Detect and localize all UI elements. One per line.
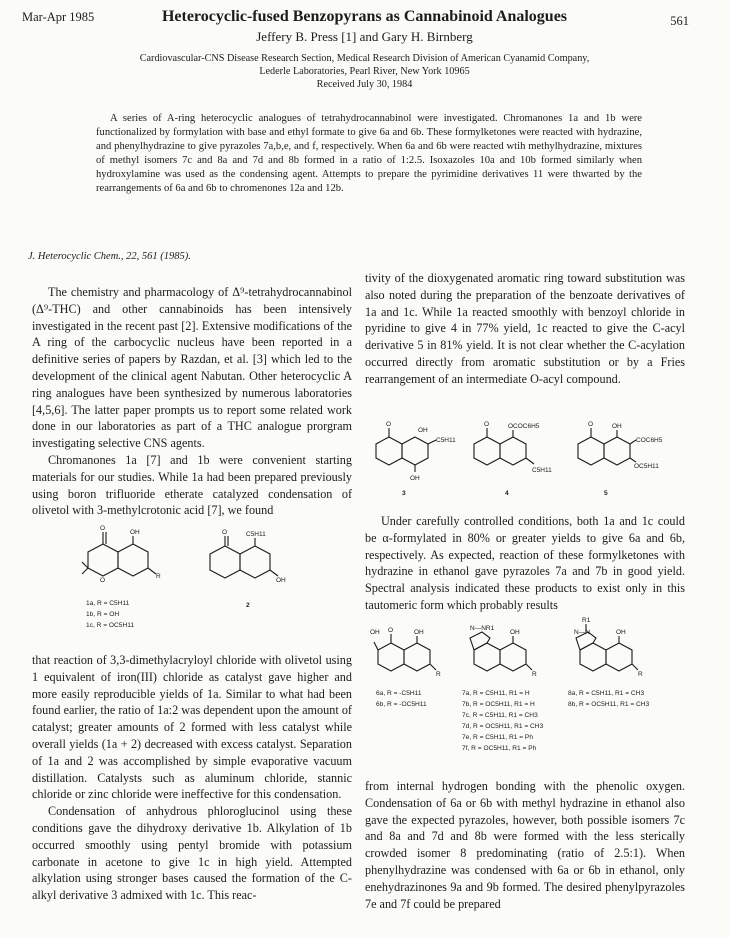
affiliation-line: Lederle Laboratories, Pearl River, New York 10965 — [259, 66, 470, 77]
structure-5 — [578, 421, 668, 482]
affiliation — [0, 52, 729, 91]
compound-label: 2 — [246, 602, 250, 609]
atom-label: OH — [418, 427, 428, 434]
paragraph: Condensation of anhydrous phloroglucinol using these conditions gave the dihydroxy derivative 1b. Alkylation of 1b occurred smoothly using pentyl bromide with potassium carbonate in acetone to give 1c in high yield. Attempted alkylation using stronger bases caused the formation of the C-alkyl derivative 3 admixed with 1c. This reac- — [32, 804, 352, 903]
column-2-middle — [365, 513, 685, 614]
paragraph: from internal hydrogen bonding with the phenolic oxygen. Condensation of 6a or 6b with methyl hydrazine in ethanol also gave the expected pyrazoles, however, both possible isomers 7c and 8a and 7d and 8b were formed with the less sterically crowded isomer 8 predominating (ratio of 2.5:1). When phenylhydrazine was condensed with 6a or 6b in ethanol, only enehydrazinones 9a and 9b formed. The desired phenylpyrazoles 7e and 7f could be prepared — [365, 779, 685, 911]
compound-labels-8 — [568, 688, 649, 710]
affiliation-line: Cardiovascular-CNS Disease Research Section, Medical Research Division of American Cyanamid Company, — [139, 53, 590, 64]
atom-label: R — [532, 671, 537, 678]
atom-label: C5H11 — [532, 467, 552, 474]
structure-6 — [370, 627, 458, 688]
compound-label: 1a, R = C5H11 — [86, 600, 130, 607]
structure-7 — [470, 625, 564, 688]
atom-label: O — [100, 577, 106, 584]
paragraph: tivity of the dioxygenated aromatic ring toward substitution was also noted during the preparation of the benzoate derivatives of 1a and 1c. While 1a reacted smoothly with benzoyl chloride in pyridine to give 4 in 77% yield, 1c reacted to give the C-acyl derivative 5 in 81% yield. It is not clear whether the C-acylation occurred directly from aromatic substitution or by a Fries rearrangement of an intermediate O-acyl compound. — [365, 271, 685, 386]
structure-1 — [88, 525, 168, 588]
paper-title: Heterocyclic-fused Benzopyrans as Cannabinoid Analogues — [161, 8, 568, 25]
abstract-text: A series of A-ring heterocyclic analogues of tetrahydrocannabinol were investigated. Chromanones 1a and 1b were functionalized by formylation with base and ethyl formate to give 6a and 6b. These formylketones were reacted with hydrazine, and phenylhydrazine to give pyrazoles 7a,b,e, and f, respectively. When 6a and 6b were reacted wtih methylhydrazine, mixtures of methyl isomers 7c and 8a and 7d and 8b formed in a ratio of 1:2.5. Isoxazoles 10a and 10b formed similarly when hydroxylamine was used as the condensing agent. Attempts to prepare the pyrimidine derivatives 11 were thwarted by the rearrangements of 6a and 6b to chromenones 12a and 12b. — [96, 113, 642, 195]
compound-label: 8b, R = OC5H11, R1 = CH3 — [568, 701, 650, 708]
paragraph: Under carefully controlled conditions, both 1a and 1c could be α-formylated in 80% or greater yields to give 6a and 6b, respectively. As expected, reaction of these formylketones with hydrazine in ethanol gave pyrazoles 7a and 7b in good yield. Spectral analysis indicated these products to exist only in this tautomeric form which probably results — [365, 514, 685, 612]
compound-label: 7b, R = OC5H11, R1 = H — [462, 701, 535, 708]
atom-label: OH — [414, 629, 424, 636]
compound-label: 1c, R = OC5H11 — [86, 622, 135, 629]
compound-label: 7d, R = OC5H11, R1 = CH3 — [462, 723, 544, 730]
abstract — [96, 112, 642, 197]
citation-text: J. Heterocyclic Chem., 22, 561 (1985). — [28, 251, 191, 262]
compound-label: 7c, R = C5H11, R1 = CH3 — [462, 712, 538, 719]
atom-label: OH — [510, 629, 520, 636]
atom-label: O — [386, 421, 392, 428]
compound-labels-6 — [376, 688, 427, 710]
compound-label: 4 — [505, 490, 509, 497]
atom-label: N—N — [574, 629, 590, 636]
atom-label: O — [222, 529, 228, 536]
compound-label: 6b, R = -OC5H11 — [376, 701, 427, 708]
column-2-top — [365, 270, 685, 388]
compound-label: 1b, R = OH — [86, 611, 120, 618]
atom-label: R1 — [582, 617, 591, 624]
structure-4 — [474, 421, 564, 482]
atom-label: O — [588, 421, 594, 428]
compound-labels-1 — [86, 598, 134, 631]
atom-label: OCOC6H5 — [508, 423, 540, 430]
atom-label: OH — [616, 629, 626, 636]
structure-2 — [210, 529, 290, 590]
atom-label: O — [100, 525, 106, 532]
atom-label: N—NR1 — [470, 625, 495, 632]
citation — [28, 251, 191, 262]
atom-label: R — [156, 573, 161, 580]
atom-label: OH — [276, 577, 286, 584]
compound-label: 6a, R = -C5H11 — [376, 690, 422, 697]
atom-label: O — [484, 421, 490, 428]
compound-label: 5 — [604, 490, 608, 497]
atom-label: R — [638, 671, 643, 678]
received-date: Received July 30, 1984 — [316, 79, 413, 90]
structure-3 — [376, 421, 456, 482]
column-1-bottom — [32, 652, 352, 904]
journal-date: Mar-Apr 1985 — [22, 10, 95, 24]
compound-labels-7 — [462, 688, 543, 754]
column-2-bottom — [365, 778, 685, 912]
atom-label: COC6H5 — [636, 437, 663, 444]
page-number: 561 — [670, 14, 689, 28]
atom-label: OC5H11 — [634, 463, 659, 470]
atom-label: C5H11 — [246, 531, 266, 538]
atom-label: OH — [130, 529, 140, 536]
atom-label: OH — [612, 423, 622, 430]
compound-label: 7f, R = OC5H11, R1 = Ph — [462, 745, 537, 752]
atom-label: OH — [370, 629, 380, 636]
atom-label: OH — [410, 475, 420, 482]
paragraph: that reaction of 3,3-dimethylacryloyl chloride with olivetol using 1 equivalent of iron(III) chloride as catalyst gave higher and more easily reproducible yields of 1a. Similar to what had been found earlier, the ratio of 1a:2 was dependent upon the amount of catalyst; greater amounts of 2 formed with less catalyst while overall yields (1a + 2) decreased with excess catalyst. Separation of 1a and 2 was accomplished by simple evaporative vacuum distillation. Catalysts such as aluminum chloride, stannic chloride or zinc chloride were ineffective for this condensation. — [32, 653, 352, 802]
paragraph: The chemistry and pharmacology of Δ⁹-tetrahydrocannabinol (Δ⁹-THC) and other cannabinoids has been intensively investigated in the recent past [2]. Extensive modifications of the A ring of the carbocyclic nucleus have been reported in a definitive series of papers by Razdan, et al. [3] which led to the development of the clinical agent Nabutan. Other heterocyclic A ring analogues have been synthesized by numerous laboratories [4,5,6]. The latter paper prompts us to report some related work done in our laboratories as part of a THC analogue prorgram investigating selective CNS agents. — [32, 285, 352, 451]
paragraph: Chromanones 1a [7] and 1b were convenient starting materials for our studies. While 1a had been prepared previously using boron trifluoride etherate catalyzed condensation of olivetol with 3-methylcrotonic acid [7], we found — [32, 452, 352, 518]
atom-label: O — [388, 627, 394, 634]
atom-label: C5H11 — [436, 437, 456, 444]
atom-label: R — [436, 671, 441, 678]
structure-8 — [574, 617, 670, 688]
compound-label: 7a, R = C5H11, R1 = H — [462, 690, 530, 697]
column-1-top — [32, 284, 352, 519]
compound-label: 8a, R = C5H11, R1 = CH3 — [568, 690, 645, 697]
compound-label: 7e, R = C5H11, R1 = Ph — [462, 734, 533, 741]
authors: Jeffery B. Press [1] and Gary H. Birnberg — [256, 29, 473, 44]
compound-label: 3 — [402, 490, 406, 497]
